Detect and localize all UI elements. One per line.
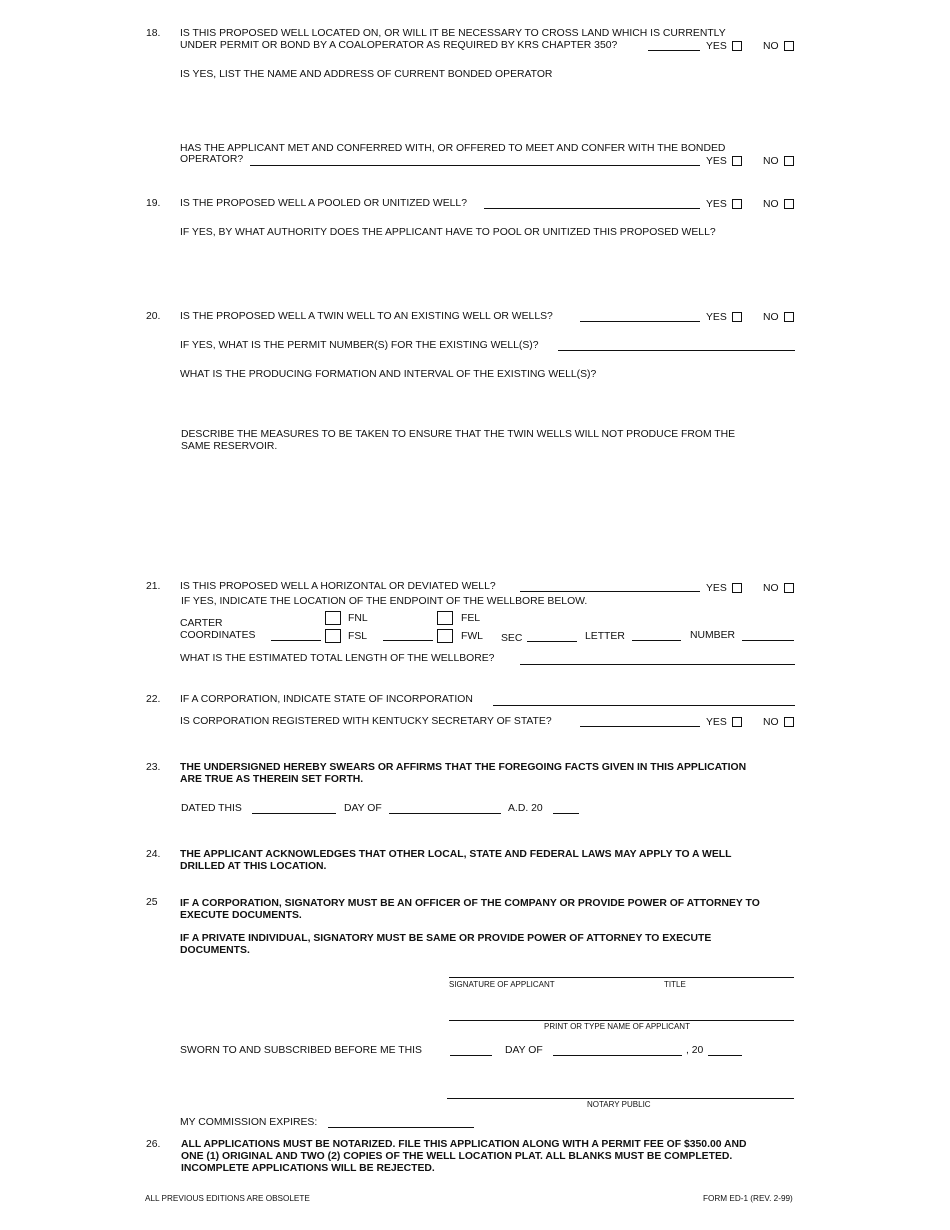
q20-no-label: NO xyxy=(763,312,779,323)
q20-formation-prompt: WHAT IS THE PRODUCING FORMATION AND INTERVAL OF THE EXISTING WELL(S)? xyxy=(180,369,597,380)
q25-corp-line1: IF A CORPORATION, SIGNATORY MUST BE AN OFFICER OF THE COMPANY OR PROVIDE POWER OF ATTORNEY TO xyxy=(180,898,760,909)
q20-permit-blank[interactable] xyxy=(558,350,795,351)
q23-dated-blank[interactable] xyxy=(252,813,336,814)
q23-ad-label: A.D. 20 xyxy=(508,803,543,814)
q18-no-label: NO xyxy=(763,41,779,52)
q26-line2: ONE (1) ORIGINAL AND TWO (2) COPIES OF THE WELL LOCATION PLAT. ALL BLANKS MUST BE COMPLETED. xyxy=(181,1151,733,1162)
q22-state-blank[interactable] xyxy=(493,705,795,706)
q23-day-of-label: DAY OF xyxy=(344,803,382,814)
title-caption: TITLE xyxy=(664,980,686,989)
q23-day-of-blank[interactable] xyxy=(389,813,501,814)
q26-line3: INCOMPLETE APPLICATIONS WILL BE REJECTED. xyxy=(181,1163,435,1174)
q25-corp-line2: EXECUTE DOCUMENTS. xyxy=(180,910,302,921)
q22-registered-blank[interactable] xyxy=(580,726,700,727)
q21-number: 21. xyxy=(146,581,161,592)
q21-number-label: NUMBER xyxy=(690,630,736,641)
sworn-day-blank[interactable] xyxy=(450,1055,492,1056)
q21-answer-blank[interactable] xyxy=(520,591,700,592)
q21-letter-blank[interactable] xyxy=(632,640,681,641)
q21-carter-label: CARTER xyxy=(180,618,223,629)
q19-no-label: NO xyxy=(763,199,779,210)
q21-length-blank[interactable] xyxy=(520,664,795,665)
q25-private-line2: DOCUMENTS. xyxy=(180,945,250,956)
q24-number: 24. xyxy=(146,849,161,860)
q18-no-checkbox[interactable] xyxy=(784,41,794,51)
q18-confer-line2: OPERATOR? xyxy=(180,154,244,165)
q25-private-line1: IF A PRIVATE INDIVIDUAL, SIGNATORY MUST BE SAME OR PROVIDE POWER OF ATTORNEY TO EXECUTE xyxy=(180,933,712,944)
q18-question-line2: UNDER PERMIT OR BOND BY A COALOPERATOR AS REQUIRED BY KRS CHAPTER 350? xyxy=(180,40,618,51)
q21-endpoint-prompt: IF YES, INDICATE THE LOCATION OF THE ENDPOINT OF THE WELLBORE BELOW. xyxy=(181,596,588,607)
q23-dated-label: DATED THIS xyxy=(181,803,242,814)
q21-fsl-label: FSL xyxy=(348,631,368,642)
q21-letter-label: LETTER xyxy=(585,631,625,642)
q23-statement-line2: ARE TRUE AS THEREIN SET FORTH. xyxy=(180,774,364,785)
q20-answer-blank[interactable] xyxy=(580,321,700,322)
q22-number: 22. xyxy=(146,694,161,705)
sworn-year-prefix: , 20 xyxy=(686,1045,704,1056)
q19-answer-blank[interactable] xyxy=(484,208,700,209)
q21-fnl-label: FNL xyxy=(348,613,368,624)
q22-registered-prompt: IS CORPORATION REGISTERED WITH KENTUCKY SECRETARY OF STATE? xyxy=(180,716,552,727)
q18-yes-checkbox[interactable] xyxy=(732,41,742,51)
q20-yes-label: YES xyxy=(706,312,727,323)
q21-coordinates-label: COORDINATES xyxy=(180,630,256,641)
print-name-caption: PRINT OR TYPE NAME OF APPLICANT xyxy=(544,1022,690,1031)
footer-obsolete-note: ALL PREVIOUS EDITIONS ARE OBSOLETE xyxy=(145,1194,310,1203)
q21-ew-distance-blank[interactable] xyxy=(383,640,433,641)
q21-no-checkbox[interactable] xyxy=(784,583,794,593)
q21-sec-label: SEC xyxy=(501,633,523,644)
sworn-year-blank[interactable] xyxy=(708,1055,742,1056)
q22-yes-label: YES xyxy=(706,717,727,728)
q18-list-operator-prompt: IS YES, LIST THE NAME AND ADDRESS OF CURRENT BONDED OPERATOR xyxy=(180,69,553,80)
sworn-day-of-label: DAY OF xyxy=(505,1045,543,1056)
q21-fel-label: FEL xyxy=(461,613,481,624)
q21-fnl-checkbox[interactable] xyxy=(325,611,341,625)
q18-confer-line1: HAS THE APPLICANT MET AND CONFERRED WITH, OR OFFERED TO MEET AND CONFER WITH THE BONDED xyxy=(180,143,726,154)
q20-number: 20. xyxy=(146,311,161,322)
q19-authority-prompt: IF YES, BY WHAT AUTHORITY DOES THE APPLICANT HAVE TO POOL OR UNITIZED THIS PROPOSED WELL? xyxy=(180,227,716,238)
q25-number: 25 xyxy=(146,897,158,908)
q19-yes-checkbox[interactable] xyxy=(732,199,742,209)
q20-yes-checkbox[interactable] xyxy=(732,312,742,322)
q20-question: IS THE PROPOSED WELL A TWIN WELL TO AN EXISTING WELL OR WELLS? xyxy=(180,311,553,322)
q18-question-line1: IS THIS PROPOSED WELL LOCATED ON, OR WILL IT BE NECESSARY TO CROSS LAND WHICH IS CURRENTLY xyxy=(180,28,726,39)
q21-yes-checkbox[interactable] xyxy=(732,583,742,593)
q20-describe-line2: SAME RESERVOIR. xyxy=(181,441,278,452)
q21-length-prompt: WHAT IS THE ESTIMATED TOTAL LENGTH OF THE WELLBORE? xyxy=(180,653,495,664)
q20-permit-prompt: IF YES, WHAT IS THE PERMIT NUMBER(S) FOR THE EXISTING WELL(S)? xyxy=(180,340,539,351)
q21-sec-blank[interactable] xyxy=(527,641,577,642)
q21-number-blank[interactable] xyxy=(742,640,794,641)
q21-fwl-label: FWL xyxy=(461,631,483,642)
q26-number: 26. xyxy=(146,1139,161,1150)
notary-line[interactable] xyxy=(447,1098,794,1099)
q26-line1: ALL APPLICATIONS MUST BE NOTARIZED. FILE THIS APPLICATION ALONG WITH A PERMIT FEE OF $350.00 AND xyxy=(181,1139,747,1150)
signature-line[interactable] xyxy=(449,977,794,978)
q18-confer-no-checkbox[interactable] xyxy=(784,156,794,166)
q21-no-label: NO xyxy=(763,583,779,594)
footer-form-number: FORM ED-1 (REV. 2-99) xyxy=(703,1194,793,1203)
q18-confer-no-label: NO xyxy=(763,156,779,167)
commission-label: MY COMMISSION EXPIRES: xyxy=(180,1117,318,1128)
q22-yes-checkbox[interactable] xyxy=(732,717,742,727)
q20-describe-line1: DESCRIBE THE MEASURES TO BE TAKEN TO ENSURE THAT THE TWIN WELLS WILL NOT PRODUCE FROM THE xyxy=(181,429,736,440)
q19-no-checkbox[interactable] xyxy=(784,199,794,209)
q18-answer-blank[interactable] xyxy=(648,50,700,51)
q20-no-checkbox[interactable] xyxy=(784,312,794,322)
q23-statement-line1: THE UNDERSIGNED HEREBY SWEARS OR AFFIRMS THAT THE FOREGOING FACTS GIVEN IN THIS APPLICATION xyxy=(180,762,747,773)
print-name-line[interactable] xyxy=(449,1020,794,1021)
q23-year-blank[interactable] xyxy=(553,813,579,814)
sworn-month-blank[interactable] xyxy=(553,1055,682,1056)
q22-no-label: NO xyxy=(763,717,779,728)
commission-blank[interactable] xyxy=(328,1127,474,1128)
q18-confer-blank[interactable] xyxy=(250,165,700,166)
q21-question: IS THIS PROPOSED WELL A HORIZONTAL OR DEVIATED WELL? xyxy=(180,581,496,592)
q18-confer-yes-checkbox[interactable] xyxy=(732,156,742,166)
notary-caption: NOTARY PUBLIC xyxy=(587,1100,651,1109)
q22-no-checkbox[interactable] xyxy=(784,717,794,727)
q18-number: 18. xyxy=(146,28,161,39)
sworn-label: SWORN TO AND SUBSCRIBED BEFORE ME THIS xyxy=(180,1045,422,1056)
signature-caption: SIGNATURE OF APPLICANT xyxy=(449,980,555,989)
q23-number: 23. xyxy=(146,762,161,773)
q19-number: 19. xyxy=(146,198,161,209)
q19-yes-label: YES xyxy=(706,199,727,210)
q22-state-prompt: IF A CORPORATION, INDICATE STATE OF INCORPORATION xyxy=(180,694,473,705)
q21-ns-distance-blank[interactable] xyxy=(271,640,321,641)
q24-statement-line1: THE APPLICANT ACKNOWLEDGES THAT OTHER LOCAL, STATE AND FEDERAL LAWS MAY APPLY TO A WELL xyxy=(180,849,732,860)
q21-fel-checkbox[interactable] xyxy=(437,611,453,625)
q21-yes-label: YES xyxy=(706,583,727,594)
q21-fwl-checkbox[interactable] xyxy=(437,629,453,643)
q18-confer-yes-label: YES xyxy=(706,156,727,167)
q18-yes-label: YES xyxy=(706,41,727,52)
q24-statement-line2: DRILLED AT THIS LOCATION. xyxy=(180,861,327,872)
q19-question: IS THE PROPOSED WELL A POOLED OR UNITIZED WELL? xyxy=(180,198,467,209)
q21-fsl-checkbox[interactable] xyxy=(325,629,341,643)
